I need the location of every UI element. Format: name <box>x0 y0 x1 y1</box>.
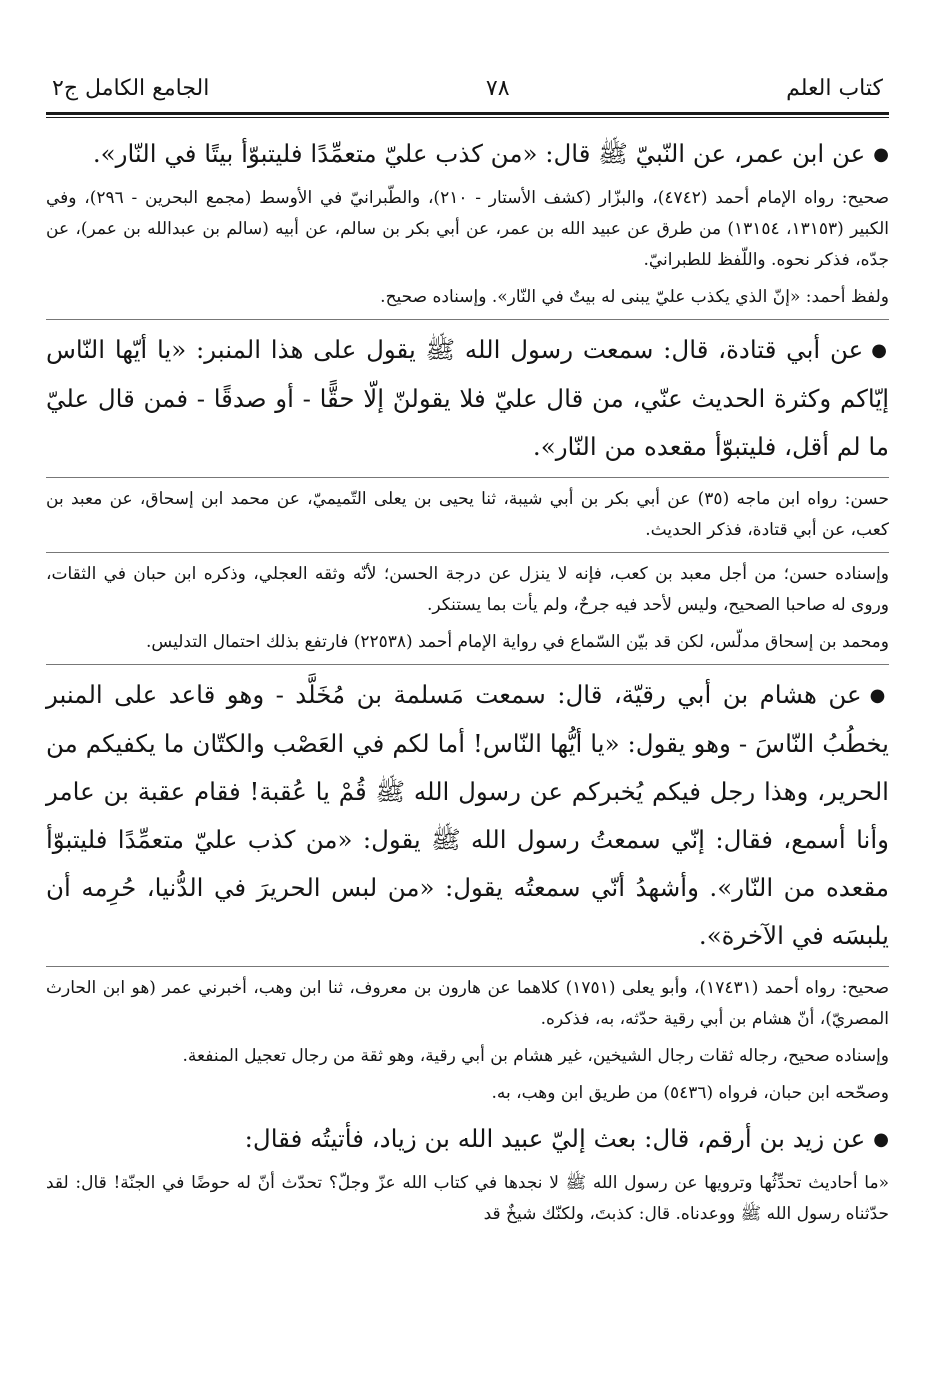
paragraph-text: وإسناده صحيح، رجاله ثقات رجال الشيخين، غير هشام بن أبي رقية، وهو ثقة من رجال تعجيل المنفعة. <box>182 1046 889 1066</box>
paragraph-text: ولفظ أحمد: «إنّ الذي يكذب عليّ يبنى له بيتٌ في النّار». وإسناده صحيح. <box>380 287 889 307</box>
commentary-paragraph <box>46 1078 889 1109</box>
bullet-icon: ● <box>871 340 889 361</box>
commentary-paragraph <box>46 183 889 276</box>
commentary-paragraph <box>46 973 889 1035</box>
commentary-paragraph <box>46 484 889 546</box>
running-header <box>46 74 889 108</box>
separator-line <box>46 552 889 553</box>
chapter-title: كتاب العلم <box>786 76 883 101</box>
page-number: ٧٨ <box>485 76 510 101</box>
paragraph-text: وإسناده حسن؛ من أجل معبد بن كعب، فإنه لا ينزل عن درجة الحسن؛ لأنّه وثقه العجلي، وذكره ابن حبان في الثقات، وروى له صاحبا الصحيح، وليس لأحد فيه جرحٌ، ولم يأت بما يستنكر. <box>46 564 889 615</box>
hadith-paragraph <box>46 130 889 179</box>
header-rule-thin <box>46 117 889 118</box>
separator-line <box>46 966 889 967</box>
bullet-icon: ● <box>873 144 889 165</box>
bullet-icon: ● <box>873 1129 889 1150</box>
paragraph-text: صحيح: رواه أحمد (١٧٤٣١)، وأبو يعلى (١٧٥١) كلاهما عن هارون بن معروف، ثنا ابن وهب، أخبرني عمر (هو ابن الحارث المصريّ)، أنّ هشام بن أبي رقية حدّثه، به، فذكره. <box>46 978 890 1029</box>
hadith-paragraph <box>46 326 889 471</box>
page-body <box>46 130 889 1230</box>
commentary-paragraph <box>46 627 889 658</box>
separator-line <box>46 664 889 665</box>
paragraph-text: صحيح: رواه الإمام أحمد (٤٧٤٢)، والبزّار (كشف الأستار - ٢١٠)، والطّبرانيّ في الأوسط (مجمع البحرين - ٢٩٦)، وفي الكبير (١٣١٥٣، ١٣١٥٤) من طرق عن عبيد الله بن عمر، عن أبي بكر بن سالم، عن أبيه (سالم بن عبدالله بن عمر)، عن جدّه، فذكر نحوه. واللّفظ للطبرانيّ. <box>46 188 890 270</box>
header-rule-thick <box>46 112 889 115</box>
paragraph-text: «ما أحاديث تحدِّثُها وترويها عن رسول الله ﷺ لا نجدها في كتاب الله عزّ وجلّ؟ تحدّث أنّ له حوضًا في الجنّة! قال: لقد حدّثناه رسول الله ﷺ ووعدناه. قال: كذبتَ، ولكنّك شيخٌ قد <box>46 1173 889 1224</box>
hadith-paragraph <box>46 671 889 960</box>
commentary-paragraph <box>46 282 889 313</box>
hadith-paragraph <box>46 1115 889 1164</box>
paragraph-text: ومحمد بن إسحاق مدلّس، لكن قد بيّن السّماع في رواية الإمام أحمد (٢٢٥٣٨) فارتفع بذلك احتمال التدليس. <box>146 632 889 652</box>
commentary-paragraph <box>46 1168 889 1230</box>
paragraph-text: حسن: رواه ابن ماجه (٣٥) عن أبي بكر بن أبي شيبة، ثنا يحيى بن يعلى التّميميّ، عن محمد ابن إسحاق، عن معبد بن كعب، عن أبي قتادة، فذكر الحديث. <box>46 489 889 540</box>
separator-line <box>46 319 889 320</box>
book-title: الجامع الكامل ج٢ <box>52 76 210 101</box>
paragraph-text: عن ابن عمر، عن النّبيّ ﷺ قال: «من كذب عليّ متعمِّدًا فليتبوّأ بيتًا في النّار». <box>92 139 866 168</box>
paragraph-text: وصحّحه ابن حبان، فرواه (٥٤٣٦) من طريق ابن وهب، به. <box>491 1083 889 1103</box>
paragraph-text: عن زيد بن أرقم، قال: بعث إليّ عبيد الله بن زياد، فأتيتُه فقال: <box>244 1124 866 1153</box>
separator-line <box>46 477 889 478</box>
commentary-paragraph <box>46 1041 889 1072</box>
paragraph-text: عن هشام بن أبي رقيّة، قال: سمعت مَسلمة بن مُخَلَّد - وهو قاعد على المنبر يخطُبُ النّاسَ - وهو يقول: «يا أيُّها النّاس! أما لكم في العَصْب والكتّان ما يكفيكم من الحرير، وهذا رجل فيكم يُخبركم عن رسول الله ﷺ قُمْ يا عُقبة! فقام عقبة بن عامر وأنا أسمع، فقال: إنّي سمعتُ رسول الله ﷺ يقول: «من كذب عليّ متعمِّدًا فليتبوّأ مقعده من النّار». وأشهدُ أنّي سمعتُه يقول: «من لبس الحريرَ في الدُّنيا، حُرِمه أن يلبسَه في الآخرة». <box>46 680 889 950</box>
commentary-paragraph <box>46 559 889 621</box>
bullet-icon: ● <box>869 685 889 706</box>
paragraph-text: عن أبي قتادة، قال: سمعت رسول الله ﷺ يقول على هذا المنبر: «يا أيّها النّاس إيّاكم وكثرة الحديث عنّي، من قال عليّ فلا يقولنّ إلّا حقًّا - أو صدقًا - فمن قال عليّ ما لم أقل، فليتبوّأ مقعده من النّار». <box>46 335 889 461</box>
